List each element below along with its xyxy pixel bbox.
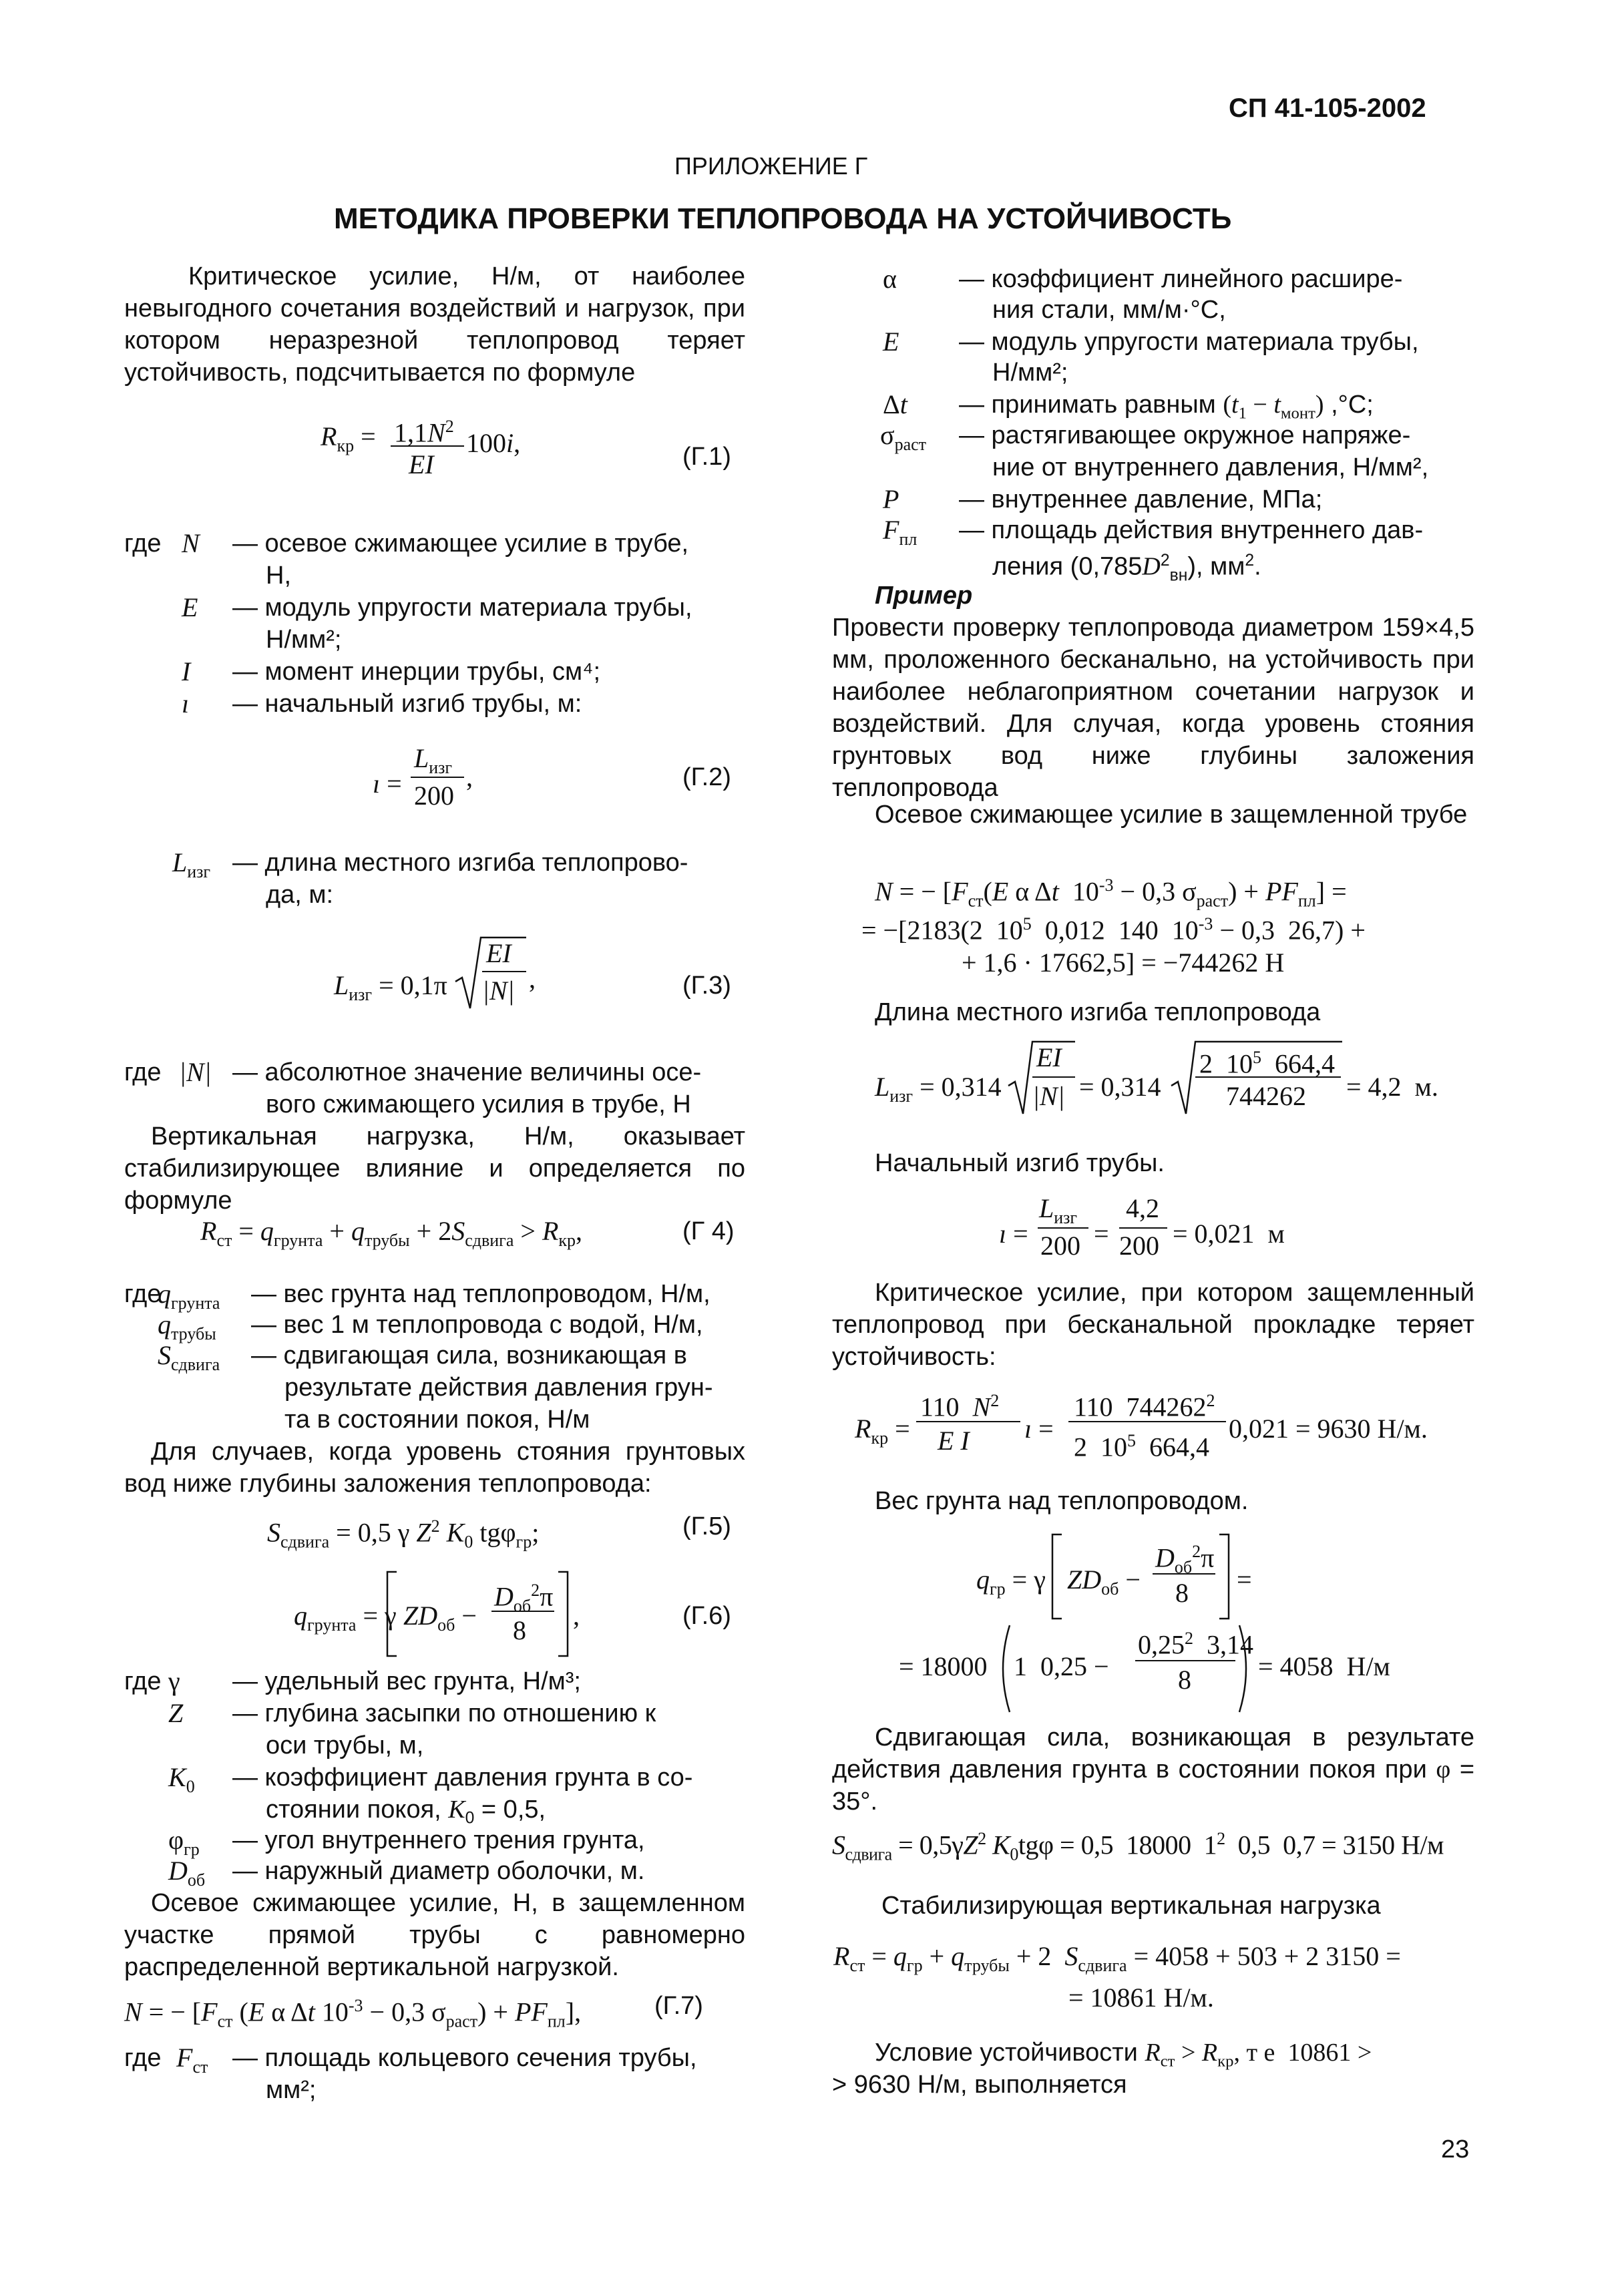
formula-i-den1: 200 <box>1040 1231 1080 1261</box>
formula-g3: $L_{изг} = 0,1\pi$ <box>334 970 447 1004</box>
symbol-P: P <box>883 484 899 514</box>
formula-g2-comma: , <box>466 762 473 792</box>
fraction-bar <box>482 971 526 972</box>
bracket-left <box>385 1571 398 1657</box>
where-label: где <box>124 1280 162 1308</box>
case-paragraph: Для случаев, когда уровень стояния грунтовых вод ниже глубины заложения теплопровода: <box>124 1438 745 1498</box>
fraction-bar <box>1119 1227 1167 1229</box>
def-sigma: — растягивающее окружное напряже- <box>959 421 1411 449</box>
formula-q-den: 8 <box>1175 1578 1189 1608</box>
axial-example-paragraph: Осевое сжимающее усилие в защемленной трубе <box>875 801 1468 829</box>
formula-R-result: 0,021 = 9630 Н/м. <box>1229 1414 1428 1444</box>
def-alpha: — коэффициент линейного расшире- <box>959 265 1403 293</box>
def-S-cont: результате действия давления грун- <box>284 1374 713 1402</box>
formula-g2-num: $L_{изг}$ <box>414 743 453 777</box>
formula-L-lhs: $L_{изг} = 0,314$ <box>875 1072 1002 1106</box>
formula-L-mid: = 0,314 <box>1079 1072 1161 1102</box>
symbol-L: $L_{изг}$ <box>172 847 211 881</box>
formula-q-lhs: $q_{гр} = \gamma$ <box>976 1565 1046 1599</box>
formula-g2-den: 200 <box>414 781 454 811</box>
fraction-bar <box>1195 1076 1341 1078</box>
def-Fpl-text: ления <box>992 552 1064 581</box>
def-Z-cont: оси трубы, м, <box>266 1731 424 1759</box>
def-E-right-cont: Н/мм²; <box>992 359 1068 387</box>
fraction-bar <box>1153 1573 1215 1575</box>
crit-paragraph: Критическое усилие, при котором защемленный теплопровод при бесканальной прокладке теряет устойчивость: <box>832 1279 1474 1371</box>
formula-L-num2: 2 $10^5$ 664,4 <box>1199 1048 1335 1079</box>
fraction-bar <box>1038 1227 1088 1229</box>
stability-condition-cont: > 9630 Н/м, выполняется <box>832 2071 1127 2099</box>
paren-left <box>995 1624 1011 1713</box>
symbol-K0: $K_0$ <box>168 1762 195 1796</box>
where-label: где <box>124 1058 162 1086</box>
formula-q-line2b: 1 0,25 − <box>1014 1651 1109 1681</box>
formula-i-num1: $L_{изг}$ <box>1039 1193 1078 1227</box>
symbol-Z: Z <box>168 1698 184 1728</box>
def-E-cont: Н/мм²; <box>266 626 342 654</box>
init-bend-heading: Начальный изгиб трубы. <box>875 1149 1165 1177</box>
formula-S: $S_{сдвига} = 0,5\gamma Z^2$ $K_0tg\varphi = 0,5$ 18000 $1^2$ 0,5 0,7 = 3150 Н/м <box>832 1829 1444 1864</box>
example-paragraph: Провести проверку теплопровода диаметром 159×4,5 мм, проложенного бесканально, на устойчивость при наиболее неблагоприятном сочетании нагрузок и воздействий. Для случая, когда уровень стояния грунтовых вод ниже глубины заложения теплопровода <box>832 614 1474 802</box>
formula-g1: $R_{кр}$ = <box>321 421 376 455</box>
formula-i-eq: = <box>1094 1219 1109 1249</box>
example-heading: Пример <box>875 582 973 610</box>
formula-N-line1: N = − [$F_{ст}(E$ α Δt $10^{-3} - 0,3$ $\sigma_{раст}) + PF_{пл}$] = <box>875 875 1347 911</box>
formula-q-result: = 4058 Н/м <box>1258 1651 1390 1681</box>
document-code: СП 41-105-2002 <box>1229 93 1426 123</box>
formula-Rst-line1: $R_{ст} = q_{гр} + q_{трубы} + 2$ $S_{сдвига} = 4058 + 503 + 2$ 3150 = <box>833 1941 1401 1975</box>
fraction-bar <box>916 1421 1020 1422</box>
formula-i-num2: 4,2 <box>1126 1193 1159 1223</box>
formula-q-num: $D_{об}^2\pi$ <box>1155 1542 1215 1577</box>
symbol-qtr: $q_{трубы}$ <box>158 1309 216 1343</box>
formula-g2: ı = <box>373 769 402 799</box>
symbol-qgr: $q_{грунта}$ <box>158 1279 220 1313</box>
formula-L-result: = 4,2 м. <box>1346 1072 1438 1102</box>
def-K0: — коэффициент давления грунта в со- <box>232 1764 693 1792</box>
symbol-gamma: γ <box>168 1666 180 1696</box>
def-phi: — угол внутреннего трения грунта, <box>232 1826 645 1854</box>
appendix-label: ПРИЛОЖЕНИЕ Г <box>674 152 868 180</box>
def-N: — осевое сжимающее усилие в трубе, <box>232 530 689 558</box>
page-number: 23 <box>1441 2135 1470 2163</box>
bracket-right <box>1218 1533 1231 1620</box>
formula-g6: $q_{грунта} = \gamma$ <box>294 1601 397 1635</box>
symbol-phi: $\varphi_{гр}$ <box>168 1825 200 1859</box>
soil-weight-heading: Вес грунта над теплопроводом. <box>875 1487 1249 1515</box>
formula-g6-den: 8 <box>513 1615 526 1645</box>
intro-paragraph: Критическое усилие, Н/м, от наиболее невыгодного сочетания воздействий и нагрузок, при котором неразрезной теплопровод теряет устойчивость, подсчитывается по формуле <box>124 262 745 387</box>
formula-i-lhs: ı = <box>999 1219 1028 1249</box>
def-alpha-cont: ния стали, мм/м·°С, <box>992 296 1226 324</box>
def-F-cont: мм²; <box>266 2076 317 2104</box>
symbol-F: $F_{ст}$ <box>176 2043 208 2077</box>
symbol-Fpl: $F_{пл}$ <box>883 515 918 549</box>
formula-N-line3: + 1,6 · 17662,5] = −744262 Н <box>962 948 1285 978</box>
formula-g4: $R_{ст} = q_{грунта} + q_{трубы} + 2S_{сдвига} > R_{кр}$, <box>200 1216 583 1250</box>
def-L: — длина местного изгиба теплопрово- <box>232 849 688 877</box>
eq-number: (Г.7) <box>654 1992 703 2020</box>
where-label: где <box>124 530 162 558</box>
def-qgr: — вес грунта над теплопроводом, Н/м, <box>251 1280 710 1308</box>
formula-L-den1: |N| <box>1032 1081 1065 1111</box>
fraction-bar <box>1135 1660 1235 1661</box>
fraction-bar <box>1032 1076 1075 1078</box>
fraction-bar <box>491 1611 554 1612</box>
symbol-i: ı <box>182 688 190 718</box>
formula-g1-tail: 100i, <box>466 428 521 458</box>
def-E: — модуль упругости материала трубы, <box>232 594 692 622</box>
formula-L-den2: 744262 <box>1226 1081 1306 1111</box>
bend-length-heading: Длина местного изгиба теплопровода <box>875 998 1321 1026</box>
axial-paragraph: Осевое сжимающее усилие, Н, в защемленном участке прямой трубы с равномерно распределенной вертикальной нагрузкой. <box>124 1889 745 1981</box>
def-L-cont: да, м: <box>266 881 334 909</box>
def-N-cont: Н, <box>266 562 291 590</box>
formula-g3-num: EI <box>486 938 512 968</box>
symbol-D: $D_{об}$ <box>168 1856 206 1890</box>
formula-q-den2: 8 <box>1178 1665 1191 1695</box>
formula-N-line2: = −[2183(2 $10^5$ 0,012 140 $10^{-3} - 0,3$ 26,7) + <box>861 914 1366 946</box>
formula-Rst-line2: = 10861 Н/м. <box>1068 1983 1214 2013</box>
formula-g6-body: $ZD_{об}$ − <box>403 1601 477 1635</box>
symbol-dt: Δt <box>883 389 907 419</box>
def-Z: — глубина засыпки по отношению к <box>232 1699 656 1727</box>
formula-g7: N = − [$F_{ст}$ (E α Δt $10^{-3} - 0,3$ $\sigma_{раст}) + PF_{пл}$], <box>124 1996 582 2031</box>
fraction-bar <box>391 445 464 447</box>
formula-q-body: $ZD_{об}$ − <box>1067 1565 1141 1599</box>
formula-R-num1: 110 $N^2$ <box>920 1391 1000 1422</box>
def-Fpl-cont: ления $(0,785D^2_{вн})$, $мм^2$. <box>992 552 1261 585</box>
def-K0-cont: стоянии покоя, $K_0 = 0,5$, <box>266 1796 546 1828</box>
page-title: МЕТОДИКА ПРОВЕРКИ ТЕПЛОПРОВОДА НА УСТОЙЧИВОСТЬ <box>334 202 1232 235</box>
eq-number: (Г.3) <box>682 972 731 1000</box>
formula-g6-comma: , <box>573 1601 580 1631</box>
formula-g3-den: |N| <box>482 976 515 1006</box>
eq-number: (Г.6) <box>682 1602 731 1630</box>
eq-number: (Г 4) <box>682 1217 735 1245</box>
eq-number: (Г.1) <box>682 443 731 471</box>
stability-condition: Условие устойчивости $R_{ст} > R_{кр}$, т е 10861 > <box>875 2039 1372 2071</box>
def-gamma: — удельный вес грунта, Н/м³; <box>232 1667 581 1695</box>
vertical-load-paragraph: Вертикальная нагрузка, Н/м, оказывает стабилизирующее влияние и определяется по формуле <box>124 1122 745 1215</box>
symbol-E: E <box>182 592 198 622</box>
symbol-N: N <box>182 528 200 558</box>
symbol-alpha: α <box>883 264 897 294</box>
fraction-bar <box>411 777 464 778</box>
def-S: — сдвигающая сила, возникающая в <box>251 1341 687 1370</box>
symbol-I: I <box>182 656 191 686</box>
def-absN-cont: вого сжимающего усилия в трубе, Н <box>266 1090 691 1118</box>
shear-paragraph: Сдвигающая сила, возникающая в результате действия давления грунта в состоянии покоя при φ = 35°. <box>832 1723 1475 1816</box>
def-E-right: — модуль упругости материала трубы, <box>959 328 1419 356</box>
formula-q-line2a: = 18000 <box>899 1651 988 1681</box>
fraction-bar <box>1068 1421 1226 1422</box>
formula-g3-comma: , <box>529 964 536 994</box>
formula-R-mid: ı = <box>1024 1414 1054 1444</box>
formula-i-den2: 200 <box>1119 1231 1159 1261</box>
formula-R-den2: 2 $10^5$ 664,4 <box>1074 1431 1209 1462</box>
symbol-absN: |N| <box>179 1057 212 1087</box>
symbol-S: $S_{сдвига}$ <box>158 1340 220 1374</box>
def-S-cont: та в состоянии покоя, Н/м <box>284 1406 590 1434</box>
def-qtr: — вес 1 м теплопровода с водой, Н/м, <box>251 1311 703 1339</box>
formula-q-num2: 0,25$^2$ 3,14 <box>1138 1629 1253 1660</box>
where-label: где <box>124 2044 162 2072</box>
stab-heading: Стабилизирующая вертикальная нагрузка <box>881 1892 1381 1920</box>
def-K0-text: стоянии покоя, <box>266 1796 441 1824</box>
def-dt-text: — принимать равным <box>959 391 1216 419</box>
bracket-right <box>557 1571 570 1657</box>
eq-number: (Г.5) <box>682 1512 731 1540</box>
formula-R-num2: 110 744262$^2$ <box>1074 1391 1215 1422</box>
formula-R-lhs: $R_{кр}$ = <box>855 1414 910 1448</box>
def-i: — начальный изгиб трубы, м: <box>232 690 582 718</box>
formula-q-eq: = <box>1237 1565 1252 1595</box>
def-Fpl: — площадь действия внутреннего дав- <box>959 516 1424 544</box>
bracket-left <box>1050 1533 1063 1620</box>
shear-text: Сдвигающая сила, возникающая в результате действия давления грунта в состоянии покоя при <box>832 1723 1474 1784</box>
def-D: — наружный диаметр оболочки, м. <box>232 1857 645 1885</box>
def-dt: — принимать равным $(t_1 - t_{монт})$ ,°С; <box>959 391 1374 423</box>
formula-g6-num: $D_{об}^2\pi$ <box>494 1581 554 1616</box>
formula-R-den1: E I <box>938 1426 970 1456</box>
eq-number: (Г.2) <box>682 763 731 791</box>
formula-g1-num: $1,1N^2$ <box>394 417 454 448</box>
paren-right <box>1238 1624 1254 1713</box>
stability-text: Условие устойчивости <box>875 2039 1138 2067</box>
formula-g1-den: EI <box>409 449 434 479</box>
def-sigma-cont: ние от внутреннего давления, Н/мм², <box>992 453 1429 481</box>
def-absN: — абсолютное значение величины осе- <box>232 1058 702 1086</box>
def-I: — момент инерции трубы, см⁴; <box>232 658 601 686</box>
formula-i-result: = 0,021 м <box>1173 1219 1285 1249</box>
def-F: — площадь кольцевого сечения трубы, <box>232 2044 697 2072</box>
symbol-sigma: $\sigma_{раст}$ <box>880 420 927 454</box>
symbol-E-right: E <box>883 327 899 357</box>
where-label: где <box>124 1667 162 1695</box>
formula-g5: $S_{сдвига} = 0,5$ γ $Z^2$ $K_0$ tgφ$_{гр}$; <box>267 1516 540 1552</box>
def-P: — внутреннее давление, МПа; <box>959 485 1323 513</box>
formula-L-num1: EI <box>1036 1042 1062 1072</box>
